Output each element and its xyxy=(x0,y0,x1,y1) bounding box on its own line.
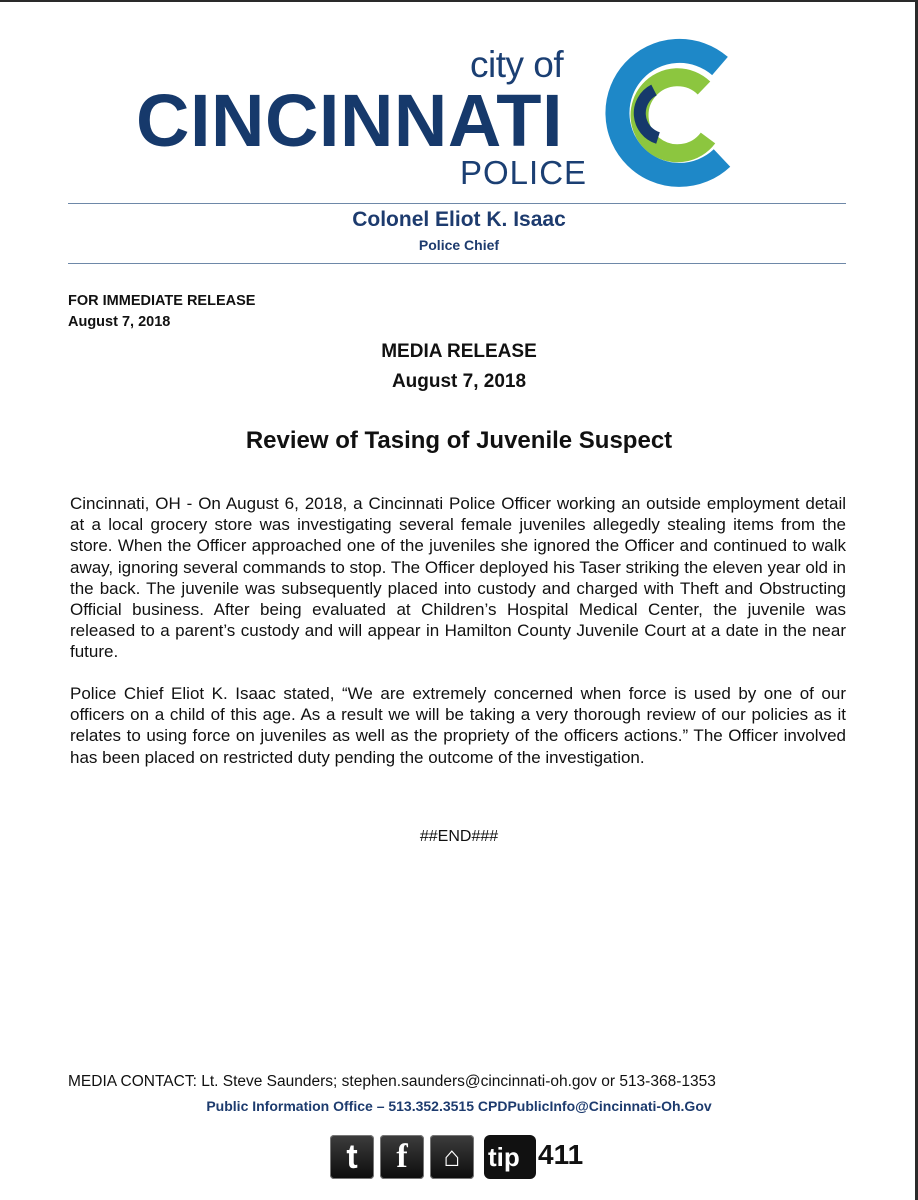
chief-name: Colonel Eliot K. Isaac xyxy=(352,208,566,231)
release-notice xyxy=(68,291,255,333)
twitter-icon[interactable] xyxy=(330,1135,374,1179)
media-release-label: MEDIA RELEASE xyxy=(381,341,537,362)
facebook-icon[interactable] xyxy=(380,1135,424,1179)
body-paragraph-2: Police Chief Eliot K. Isaac stated, “We are extremely concerned when force is used by one of our officers on a child of this age. As a result we will be taking a very thorough review of our policies as it relates to using force on juveniles as well as the propriety of the officers actions.” The Officer involved has been placed on restricted duty pending the outcome of the investigation. xyxy=(70,684,846,767)
logo-city-name: CINCINNATI xyxy=(136,79,564,162)
public-information-office: Public Information Office – 513.352.3515 CPDPublicInfo@Cincinnati-Oh.Gov xyxy=(206,1098,712,1114)
media-contact: MEDIA CONTACT: Lt. Steve Saunders; stephen.saunders@cincinnati-oh.gov or 513-368-1353 xyxy=(68,1073,716,1090)
header-rule-bottom xyxy=(68,263,846,264)
cincinnati-police-logo xyxy=(130,22,780,197)
header-rule-top xyxy=(68,203,846,204)
tip-number: 411 xyxy=(538,1139,584,1170)
release-date: August 7, 2018 xyxy=(68,314,171,330)
logo-c-mark-icon xyxy=(592,30,752,195)
tip-label: tip xyxy=(488,1142,520,1172)
tip411-button[interactable] xyxy=(484,1135,536,1179)
immediate-release-label: FOR IMMEDIATE RELEASE xyxy=(68,293,256,309)
media-release-heading xyxy=(0,337,918,397)
logo-department: POLICE xyxy=(460,154,588,191)
end-marker: ##END### xyxy=(419,828,499,845)
body-paragraph-1: Cincinnati, OH - On August 6, 2018, a Cincinnati Police Officer working an outside employment detail at a local grocery store was investigating several female juveniles allegedly stealing items from the store. When the Officer approached one of the juveniles she ignored the Officer and continued to walk away, ignoring several commands to stop. The Officer deployed his Taser striking the eleven year old in the back. The juvenile was subsequently placed into custody and charged with Theft and Obstructing Official business. After being evaluated at Children’s Hospital Medical Center, the juvenile was released to a parent’s custody and will appear in Hamilton County Juvenile Court at a date in the near future. xyxy=(70,494,846,662)
facebook-glyph: f xyxy=(396,1138,408,1175)
home-icon[interactable] xyxy=(430,1135,474,1179)
headline: Review of Tasing of Juvenile Suspect xyxy=(245,427,673,454)
home-glyph: ⌂ xyxy=(443,1141,461,1172)
twitter-glyph: t xyxy=(346,1138,358,1176)
page-border-top xyxy=(0,0,918,2)
media-release-date: August 7, 2018 xyxy=(391,371,527,392)
chief-title: Police Chief xyxy=(418,237,500,253)
logo-city-of: city of xyxy=(470,44,564,85)
